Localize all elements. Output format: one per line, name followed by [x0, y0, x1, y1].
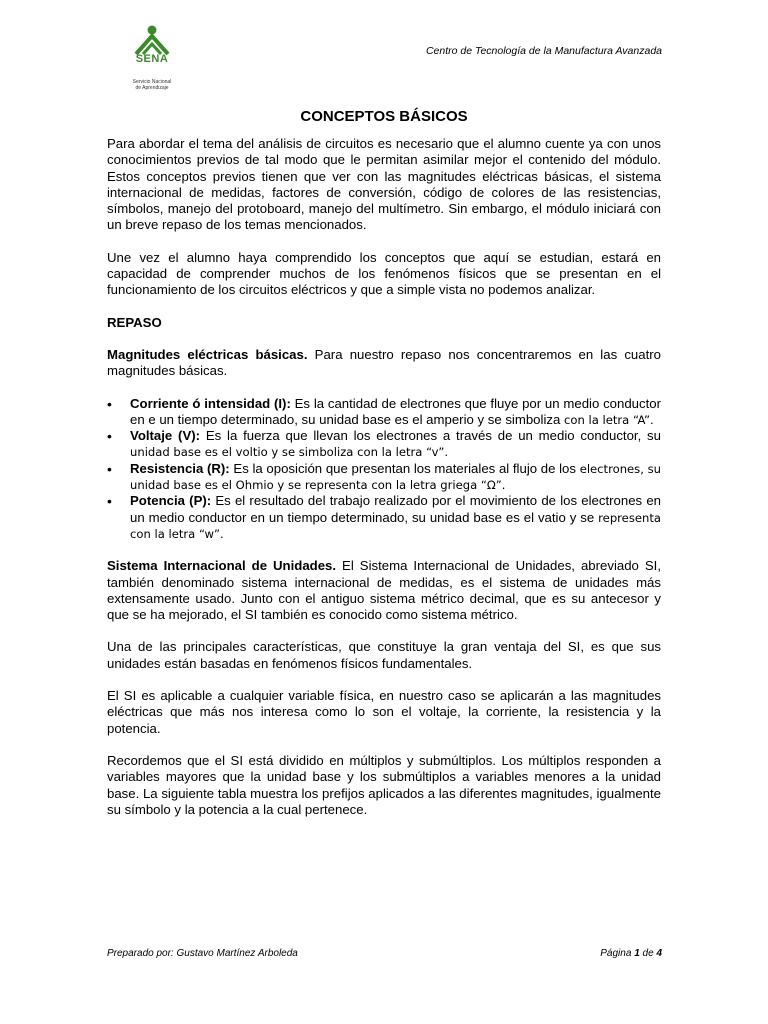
- page-total: 4: [656, 948, 662, 959]
- bullet-term: Potencia (P):: [130, 493, 212, 509]
- bullet-tail: electrones, su unidad base es el Ohmio y se representa con la letra griega “Ω”.: [130, 461, 662, 493]
- multiples-paragraph: Recordemos que el SI está dividido en múltiplos y submúltiplos. Los múltiplos responden a variables mayores que la unidad base y los submúltiplos a variables menores a la unidad base. La siguiente tabla muestra los prefijos aplicados a las diferentes magnitudes, igualmente su símbolo y la potencia a la cual pertenece.: [107, 752, 661, 817]
- bullet-icon: •: [107, 493, 112, 510]
- bullet-term: Corriente ó intensidad (I):: [130, 395, 291, 411]
- magnitudes-paragraph: [107, 347, 661, 380]
- list-item-resistencia: [107, 461, 661, 494]
- bullet-icon: •: [107, 460, 112, 477]
- page-label: Página: [600, 948, 635, 959]
- magnitudes-text: Para nuestro repaso nos concentraremos en las cuatro magnitudes básicas.: [107, 346, 661, 379]
- si-advantage-paragraph: Una de las principales características, que constituye la gran ventaja del SI, es que sus unidades están basadas en fenómenos físicos fundamentales.: [107, 639, 661, 671]
- bullet-tail: con la letra “A”.: [563, 412, 654, 427]
- list-item-corriente: [107, 396, 661, 429]
- magnitudes-list: [107, 396, 661, 543]
- bullet-text: Es el resultado del trabajo realizado por el movimiento de los electrones en un medio conductor en un tiempo determinado, su unidad base es el vatio y se: [130, 493, 661, 525]
- sena-logo: [128, 24, 176, 91]
- footer-page-number: [600, 948, 662, 959]
- repaso-heading: REPASO: [107, 314, 162, 330]
- si-applicable-paragraph: El SI es aplicable a cualquier variable física, en nuestro caso se aplicarán a las magnitudes eléctricas que más nos interesa como lo son el voltaje, la corriente, la resistencia y la potencia.: [107, 688, 661, 736]
- list-item-voltaje: [107, 428, 661, 461]
- bullet-term: Voltaje (V):: [130, 428, 201, 444]
- bullet-text: Es la cantidad de electrones que fluye por un medio conductor en e un tiempo determinado, su unidad base es el amperio y se simboliza: [130, 395, 662, 427]
- second-paragraph: Une vez el alumno haya comprendido los conceptos que aquí se estudian, estará en capacidad de comprender muchos de los fenómenos físicos que se presentan en el funcionamiento de los circuitos eléctricos y que a simple vista no podemos analizar.: [107, 249, 661, 298]
- footer-author: Preparado por: Gustavo Martínez Arboleda: [107, 948, 298, 959]
- bullet-term: Resistencia (R):: [130, 460, 230, 476]
- page-of: de: [639, 948, 657, 959]
- logo-subtitle-line1: Servicio Nacional: [132, 79, 172, 85]
- bullet-icon: •: [107, 395, 112, 412]
- page-current: 1: [634, 948, 640, 959]
- list-item-potencia: [107, 493, 661, 542]
- bullet-icon: •: [107, 428, 112, 445]
- logo-wordmark: SENA: [135, 53, 169, 65]
- intro-paragraph: Para abordar el tema del análisis de circuitos es necesario que el alumno cuente ya con unos conocimientos previos de tal modo que le permitan asimilar mejor el contenido del módulo. Estos conceptos previos tienen que ver con las magnitudes eléctricas básicas, el sistema internacional de medidas, factores de conversión, código de colores de las resistencias, símbolos, manejo del protoboard, manejo del multímetro. Sin embargo, el módulo iniciará con un breve repaso de los temas mencionados.: [107, 136, 661, 233]
- si-paragraph: [107, 558, 661, 623]
- sena-emblem-icon: [132, 24, 172, 56]
- logo-subtitle-line2: de Aprendizaje: [135, 85, 169, 91]
- bullet-text: Es la oposición que presentan los materiales al flujo de los: [229, 460, 580, 476]
- bullet-text: Es la fuerza que llevan los electrones a través de un medio conductor, su: [200, 428, 661, 444]
- bullet-tail: representa con la letra “w”.: [130, 510, 661, 541]
- bullet-tail: unidad base es el voltio y se simboliza con la letra “v”.: [130, 445, 449, 460]
- magnitudes-heading: Magnitudes eléctricas básicas.: [107, 346, 308, 362]
- document-body: [107, 108, 661, 834]
- si-heading: Sistema Internacional de Unidades.: [107, 558, 337, 574]
- logo-subtitle: [128, 79, 176, 91]
- si-text: El Sistema Internacional de Unidades, abreviado SI, también denominado sistema internacional de medidas, es el sistema de unidades más extensamente usado. Junto con el antiguo sistema métrico decimal, que es su antecesor y que se ha mejorado, el SI también es conocido como sistema métrico.: [107, 558, 661, 623]
- header-center-name: Centro de Tecnología de la Manufactura Avanzada: [425, 45, 662, 57]
- document-title: CONCEPTOS BÁSICOS: [300, 108, 468, 125]
